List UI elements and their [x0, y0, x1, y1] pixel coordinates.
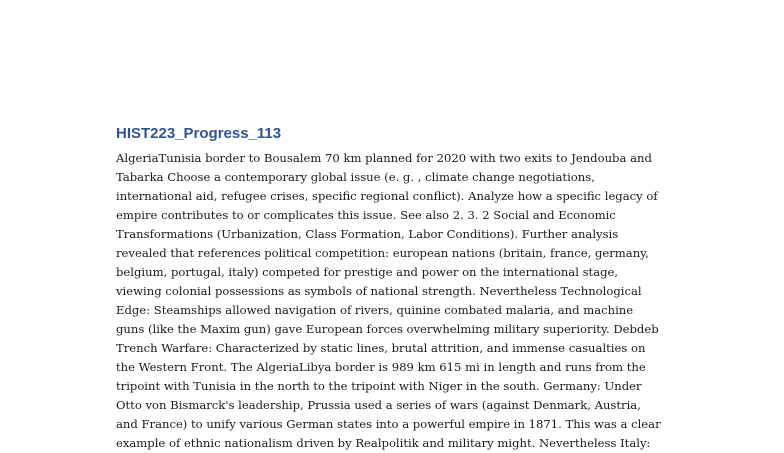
- body-line: Transformations (Urbanization, Class Formation, Labor Conditions). Further analysis: [116, 227, 619, 241]
- body-line: Otto von Bismarck's leadership, Prussia used a series of wars (against Denmark, Austria,: [116, 398, 641, 412]
- body-line: and France) to unify various German states into a powerful empire in 1871. This was a clear: [116, 417, 661, 431]
- body-line: empire contributes to or complicates this issue. See also 2. 3. 2 Social and Economic: [116, 208, 616, 222]
- body-line: guns (like the Maxim gun) gave European forces overwhelming military superiority. Debdeb: [116, 322, 659, 336]
- body-line: Edge: Steamships allowed navigation of rivers, quinine combated malaria, and machine: [116, 303, 634, 317]
- body-line: Trench Warfare: Characterized by static lines, brutal attrition, and immense casualties on: [116, 341, 646, 355]
- body-line: international aid, refugee crises, specific regional conflict). Analyze how a specific legacy of: [116, 189, 658, 203]
- body-line: tripoint with Tunisia in the north to the tripoint with Niger in the south. Germany: Under: [116, 379, 642, 393]
- document-body: [116, 149, 661, 453]
- body-line: belgium, portugal, italy) competed for prestige and power on the international stage,: [116, 265, 619, 279]
- body-line: example of ethnic nationalism driven by Realpolitik and military might. Nevertheless Italy:: [116, 436, 651, 450]
- body-line: the Western Front. The AlgeriaLibya border is 989 km 615 mi in length and runs from the: [116, 360, 646, 374]
- body-line: Tabarka Choose a contemporary global issue (e. g. , climate change negotiations,: [116, 170, 595, 184]
- body-line: revealed that references political competition: european nations (britain, france, germany,: [116, 246, 649, 260]
- body-line: AlgeriaTunisia border to Bousalem 70 km planned for 2020 with two exits to Jendouba and: [116, 151, 652, 165]
- body-line: viewing colonial possessions as symbols of national strength. Nevertheless Technological: [116, 284, 642, 298]
- document-title: HIST223_Progress_113: [116, 125, 282, 142]
